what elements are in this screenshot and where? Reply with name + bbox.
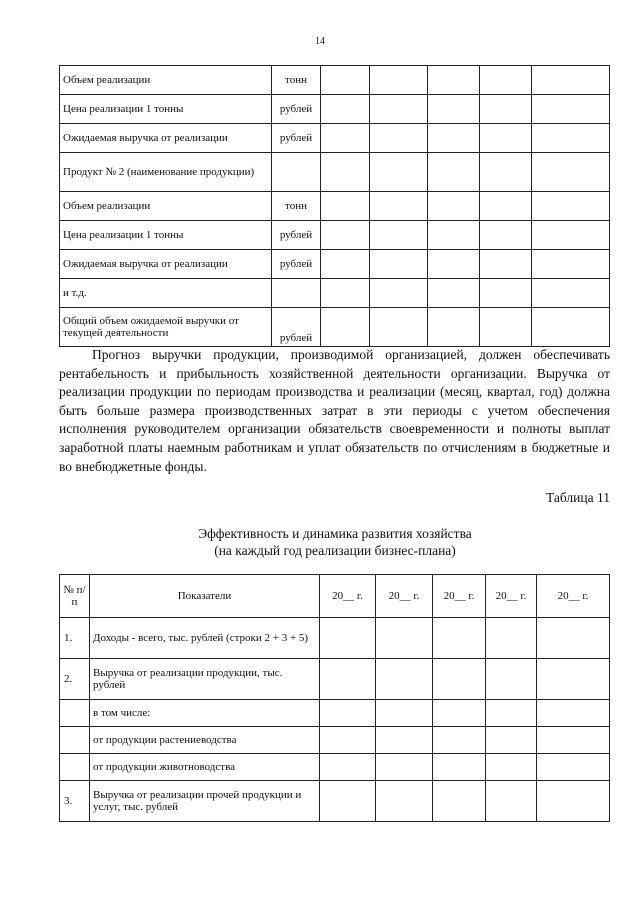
table-row xyxy=(60,192,610,221)
row-label: от продукции растениеводства xyxy=(90,727,320,754)
value-cell[interactable] xyxy=(320,700,376,727)
page-number: 14 xyxy=(315,36,325,47)
caption-line-2: (на каждый год реализации бизнес-плана) xyxy=(214,543,456,558)
value-cell[interactable] xyxy=(320,659,376,700)
value-cell[interactable] xyxy=(370,192,428,221)
table-row xyxy=(60,659,610,700)
row-num: 2. xyxy=(60,659,90,700)
value-cell[interactable] xyxy=(320,727,376,754)
value-cell[interactable] xyxy=(486,781,537,822)
value-cell[interactable] xyxy=(486,659,537,700)
value-cell[interactable] xyxy=(428,279,480,308)
table-row xyxy=(60,727,610,754)
value-cell[interactable] xyxy=(537,659,610,700)
row-label: Ожидаемая выручка от реализации xyxy=(60,124,272,153)
table-row xyxy=(60,781,610,822)
row-label: Цена реализации 1 тонны xyxy=(60,221,272,250)
value-cell[interactable] xyxy=(480,124,532,153)
row-num: 3. xyxy=(60,781,90,822)
header-year: 20__ г. xyxy=(537,575,610,618)
table-row xyxy=(60,308,610,347)
row-num xyxy=(60,727,90,754)
value-cell[interactable] xyxy=(480,95,532,124)
value-cell[interactable] xyxy=(370,221,428,250)
table-row xyxy=(60,618,610,659)
row-label: и т.д. xyxy=(60,279,272,308)
table-number-label: Таблица 11 xyxy=(546,490,610,505)
value-cell[interactable] xyxy=(321,221,370,250)
value-cell[interactable] xyxy=(532,66,610,95)
value-cell[interactable] xyxy=(370,95,428,124)
value-cell[interactable] xyxy=(532,221,610,250)
row-label: Объем реализации xyxy=(60,192,272,221)
revenue-forecast-table xyxy=(59,65,610,347)
efficiency-table xyxy=(59,574,610,822)
row-label: от продукции животноводства xyxy=(90,754,320,781)
value-cell[interactable] xyxy=(480,192,532,221)
value-cell[interactable] xyxy=(486,754,537,781)
value-cell[interactable] xyxy=(376,700,433,727)
table-row xyxy=(60,153,610,192)
value-cell[interactable] xyxy=(433,727,486,754)
value-cell[interactable] xyxy=(428,124,480,153)
value-cell[interactable] xyxy=(480,308,532,347)
value-cell[interactable] xyxy=(376,659,433,700)
value-cell[interactable] xyxy=(321,95,370,124)
value-cell[interactable] xyxy=(532,153,610,192)
value-cell[interactable] xyxy=(320,781,376,822)
value-cell[interactable] xyxy=(370,153,428,192)
value-cell[interactable] xyxy=(532,308,610,347)
row-num xyxy=(60,700,90,727)
row-label: Общий объем ожидаемой выручки от текущей деятельности xyxy=(60,308,272,347)
header-year: 20__ г. xyxy=(376,575,433,618)
table-row xyxy=(60,66,610,95)
value-cell[interactable] xyxy=(532,279,610,308)
row-label: Цена реализации 1 тонны xyxy=(60,95,272,124)
header-row xyxy=(60,575,610,618)
unit-cell: рублей xyxy=(272,124,321,153)
value-cell[interactable] xyxy=(320,618,376,659)
value-cell[interactable] xyxy=(433,700,486,727)
value-cell[interactable] xyxy=(486,727,537,754)
value-cell[interactable] xyxy=(428,192,480,221)
value-cell[interactable] xyxy=(433,781,486,822)
value-cell[interactable] xyxy=(537,618,610,659)
value-cell[interactable] xyxy=(486,700,537,727)
value-cell[interactable] xyxy=(428,221,480,250)
value-cell[interactable] xyxy=(428,95,480,124)
value-cell[interactable] xyxy=(532,95,610,124)
value-cell[interactable] xyxy=(320,754,376,781)
unit-cell: рублей xyxy=(272,95,321,124)
unit-cell: рублей xyxy=(272,221,321,250)
value-cell[interactable] xyxy=(486,618,537,659)
value-cell[interactable] xyxy=(537,700,610,727)
header-num: № п/п xyxy=(60,575,90,618)
row-label: Продукт № 2 (наименование продукции) xyxy=(60,153,272,192)
value-cell[interactable] xyxy=(532,124,610,153)
value-cell[interactable] xyxy=(321,124,370,153)
value-cell[interactable] xyxy=(376,727,433,754)
table-row xyxy=(60,279,610,308)
row-label: Ожидаемая выручка от реализации xyxy=(60,250,272,279)
caption-line-1: Эффективность и динамика развития хозяйства xyxy=(198,526,472,541)
value-cell[interactable] xyxy=(480,279,532,308)
value-cell[interactable] xyxy=(376,754,433,781)
header-year: 20__ г. xyxy=(486,575,537,618)
value-cell[interactable] xyxy=(433,754,486,781)
table-caption xyxy=(30,525,640,559)
value-cell[interactable] xyxy=(370,250,428,279)
value-cell[interactable] xyxy=(537,727,610,754)
unit-cell: рублей xyxy=(272,308,321,347)
body-paragraph: Прогноз выручки продукции, производимой организацией, должен обеспечивать рентабельность и прибыльность хозяйственной деятельности организации. Выручка от реализации продукции по периодам производства и реализации (месяц, квартал, год) должна быть больше размера производственных затрат в эти периоды с учетом обеспечения исполнения руководителем организации обязательств своевременности и полноты выплат заработной платы наемным работникам и уплат обязательств по отчислениям в бюджетные и во внебюджетные фонды. xyxy=(59,347,610,474)
header-year: 20__ г. xyxy=(433,575,486,618)
value-cell[interactable] xyxy=(428,308,480,347)
unit-cell: рублей xyxy=(272,250,321,279)
value-cell[interactable] xyxy=(370,124,428,153)
value-cell[interactable] xyxy=(537,754,610,781)
table-row xyxy=(60,124,610,153)
row-num xyxy=(60,754,90,781)
table-row xyxy=(60,221,610,250)
value-cell[interactable] xyxy=(370,279,428,308)
value-cell[interactable] xyxy=(433,659,486,700)
value-cell[interactable] xyxy=(480,221,532,250)
value-cell[interactable] xyxy=(370,308,428,347)
table-row xyxy=(60,95,610,124)
row-num: 1. xyxy=(60,618,90,659)
value-cell[interactable] xyxy=(376,781,433,822)
value-cell[interactable] xyxy=(321,250,370,279)
row-label: Доходы - всего, тыс. рублей (строки 2 + 3 + 5) xyxy=(90,618,320,659)
value-cell[interactable] xyxy=(532,250,610,279)
row-label: в том числе: xyxy=(90,700,320,727)
unit-cell xyxy=(272,153,321,192)
unit-cell: тонн xyxy=(272,192,321,221)
row-label: Выручка от реализации прочей продукции и услуг, тыс. рублей xyxy=(90,781,320,822)
value-cell[interactable] xyxy=(321,279,370,308)
header-indicators: Показатели xyxy=(90,575,320,618)
value-cell[interactable] xyxy=(376,618,433,659)
value-cell[interactable] xyxy=(428,66,480,95)
table-row xyxy=(60,700,610,727)
value-cell[interactable] xyxy=(537,781,610,822)
row-label: Выручка от реализации продукции, тыс. рублей xyxy=(90,659,320,700)
value-cell[interactable] xyxy=(480,153,532,192)
value-cell[interactable] xyxy=(433,618,486,659)
value-cell[interactable] xyxy=(321,308,370,347)
unit-cell: тонн xyxy=(272,66,321,95)
value-cell[interactable] xyxy=(321,153,370,192)
table-row xyxy=(60,250,610,279)
value-cell[interactable] xyxy=(428,250,480,279)
value-cell[interactable] xyxy=(428,153,480,192)
unit-cell xyxy=(272,279,321,308)
value-cell[interactable] xyxy=(321,66,370,95)
table-row xyxy=(60,754,610,781)
value-cell[interactable] xyxy=(532,192,610,221)
value-cell[interactable] xyxy=(480,66,532,95)
value-cell[interactable] xyxy=(480,250,532,279)
row-label: Объем реализации xyxy=(60,66,272,95)
value-cell[interactable] xyxy=(370,66,428,95)
value-cell[interactable] xyxy=(321,192,370,221)
header-year: 20__ г. xyxy=(320,575,376,618)
